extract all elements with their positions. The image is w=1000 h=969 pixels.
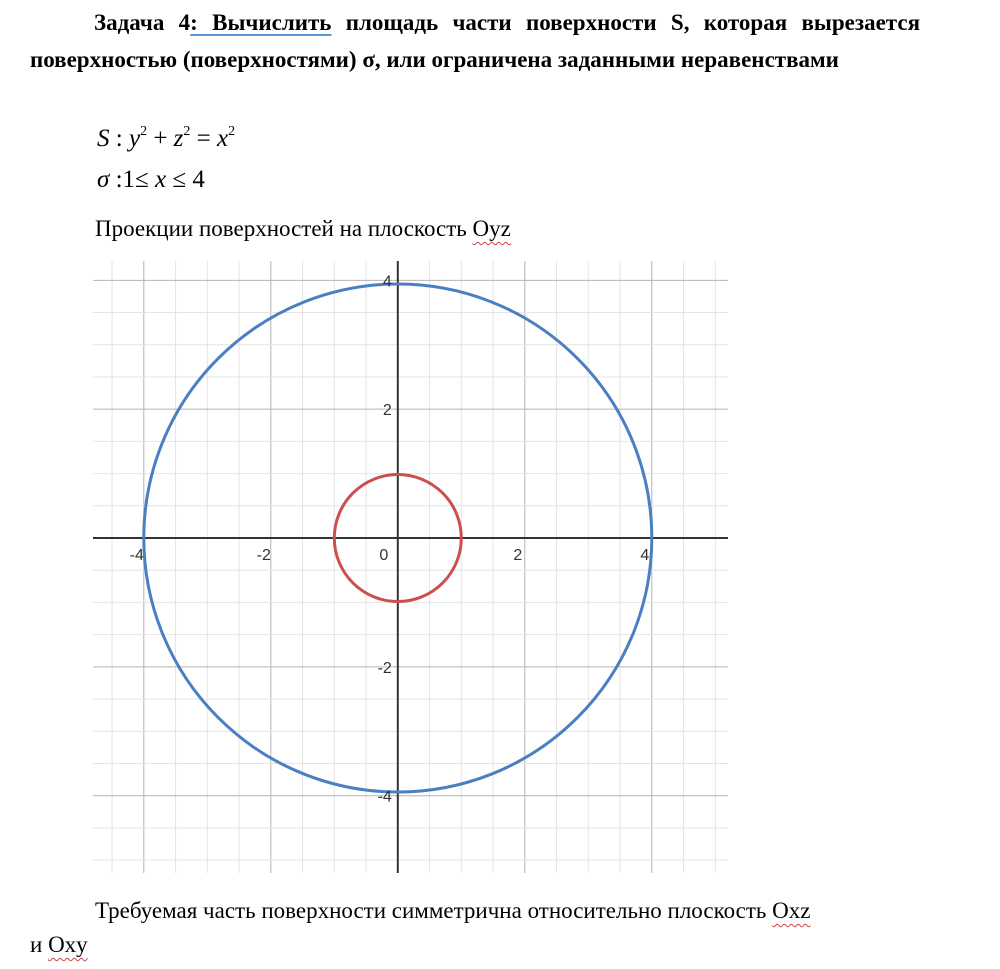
projection-graph [93, 261, 728, 873]
x-tick-label: -2 [256, 547, 271, 565]
surface-equation: S : $y^2 + z^2 = x^2$ [97, 124, 236, 152]
x-tick-label: 4 [640, 547, 650, 565]
x-tick-label: 0 [379, 547, 389, 565]
projection-caption: Проекции поверхностей на плоскость Oyz [95, 216, 511, 241]
constraint-inequality: σ :1≤ x ≤ 4 [97, 166, 205, 193]
y-tick-label: 2 [382, 402, 392, 420]
y-tick-label: 4 [382, 273, 392, 291]
task-statement [30, 4, 920, 78]
task-number: Задача 4 [94, 10, 191, 35]
symmetry-note-line1: Требуемая часть поверхности симметрична относительно плоскость Oxz [95, 898, 811, 923]
y-tick-label: -2 [377, 659, 392, 677]
symmetry-note-line2: и Oxy [30, 932, 88, 957]
x-tick-label: -4 [129, 547, 144, 565]
task-verb: : Вычислить [190, 10, 332, 35]
x-tick-label: 2 [513, 547, 523, 565]
task-description: площадь части поверхности S, которая вырезается поверхностью (поверхностями) σ, или ограничена заданными неравенствами [30, 10, 921, 72]
y-tick-label: -4 [377, 788, 392, 806]
